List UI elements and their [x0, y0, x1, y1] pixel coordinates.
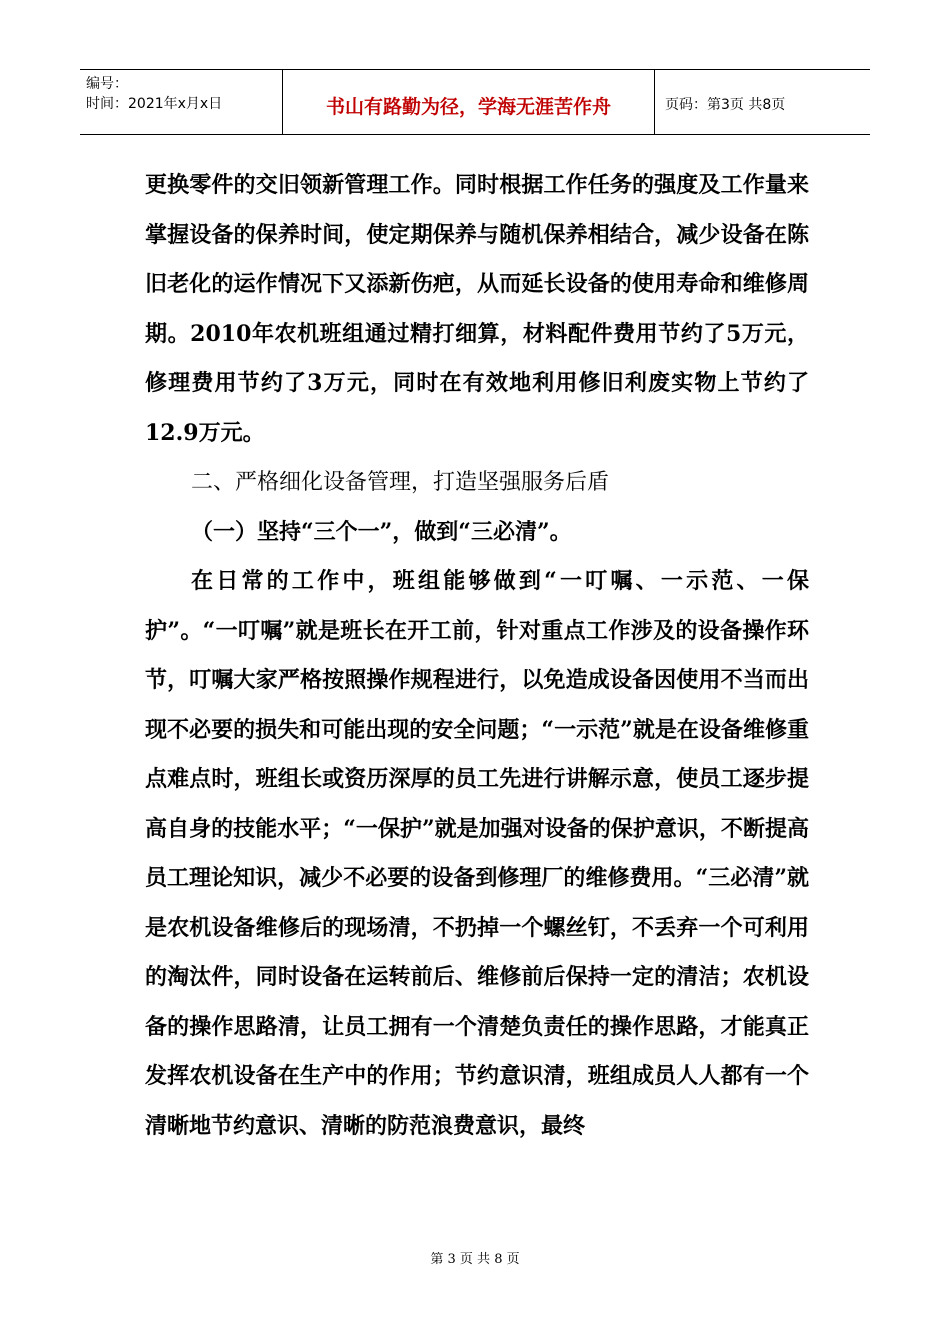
section-heading: 二、严格细化设备管理，打造坚强服务后盾 [191, 470, 610, 495]
header-page-info: 页码：第3页 共8页 [665, 97, 786, 113]
subsection-heading: （一）坚持“三个一”，做到“三必清”。 [191, 518, 572, 545]
paragraph: 在日常的工作中，班组能够做到“一叮嘱、一示范、一保护”。“一叮嘱”就是班长在开工前，针对重点工作涉及的设备操作环节，叮嘱大家严格按照操作规程进行，以免造成设备因使用不当而出现不必要的损失和可能出现的安全问题；“一示范”就是在设备维修重点难点时，班组长或资历深厚的员工先进行讲解示意，使员工逐步提高自身的技能水平；“一保护”就是加强对设备的保护意识，不断提高员工理论知识，减少不必要的设备到修理厂的维修费用。“三必清”就是农机设备维修后的现场清，不扔掉一个螺丝钉，不丢弃一个可利用的淘汰件，同时设备在运转前后、维修前后保持一定的清洁；农机设备的操作思路清，让员工拥有一个清楚负责任的操作思路，才能真正发挥农机设备在生产中的作用；节约意识清，班组成员人人都有一个清晰地节约意识、清晰的防范浪费意识，最终 [145, 568, 809, 1139]
paragraph-continued: 更换零件的交旧领新管理工作。同时根据工作任务的强度及工作量来掌握设备的保养时间，使定期保养与随机保养相结合，减少设备在陈旧老化的运作情况下又添新伤疤，从而延长设备的使用寿命和维修周期。2010年农机班组通过精打细算，材料配件费用节约了5万元，修理费用节约了3万元，同时在有效地利用修旧利废实物上节约了12.9万元。 [145, 172, 809, 446]
page-header [80, 69, 870, 135]
header-meta [80, 70, 283, 134]
page-footer: 第 3 页 共 8 页 [430, 1252, 520, 1267]
header-motto: 书山有路勤为径，学海无涯苦作舟 [283, 70, 655, 134]
document-number-label: 编号： [86, 76, 128, 92]
document-body [145, 161, 809, 1151]
document-date-label: 时间：2021年x月x日 [86, 96, 223, 112]
